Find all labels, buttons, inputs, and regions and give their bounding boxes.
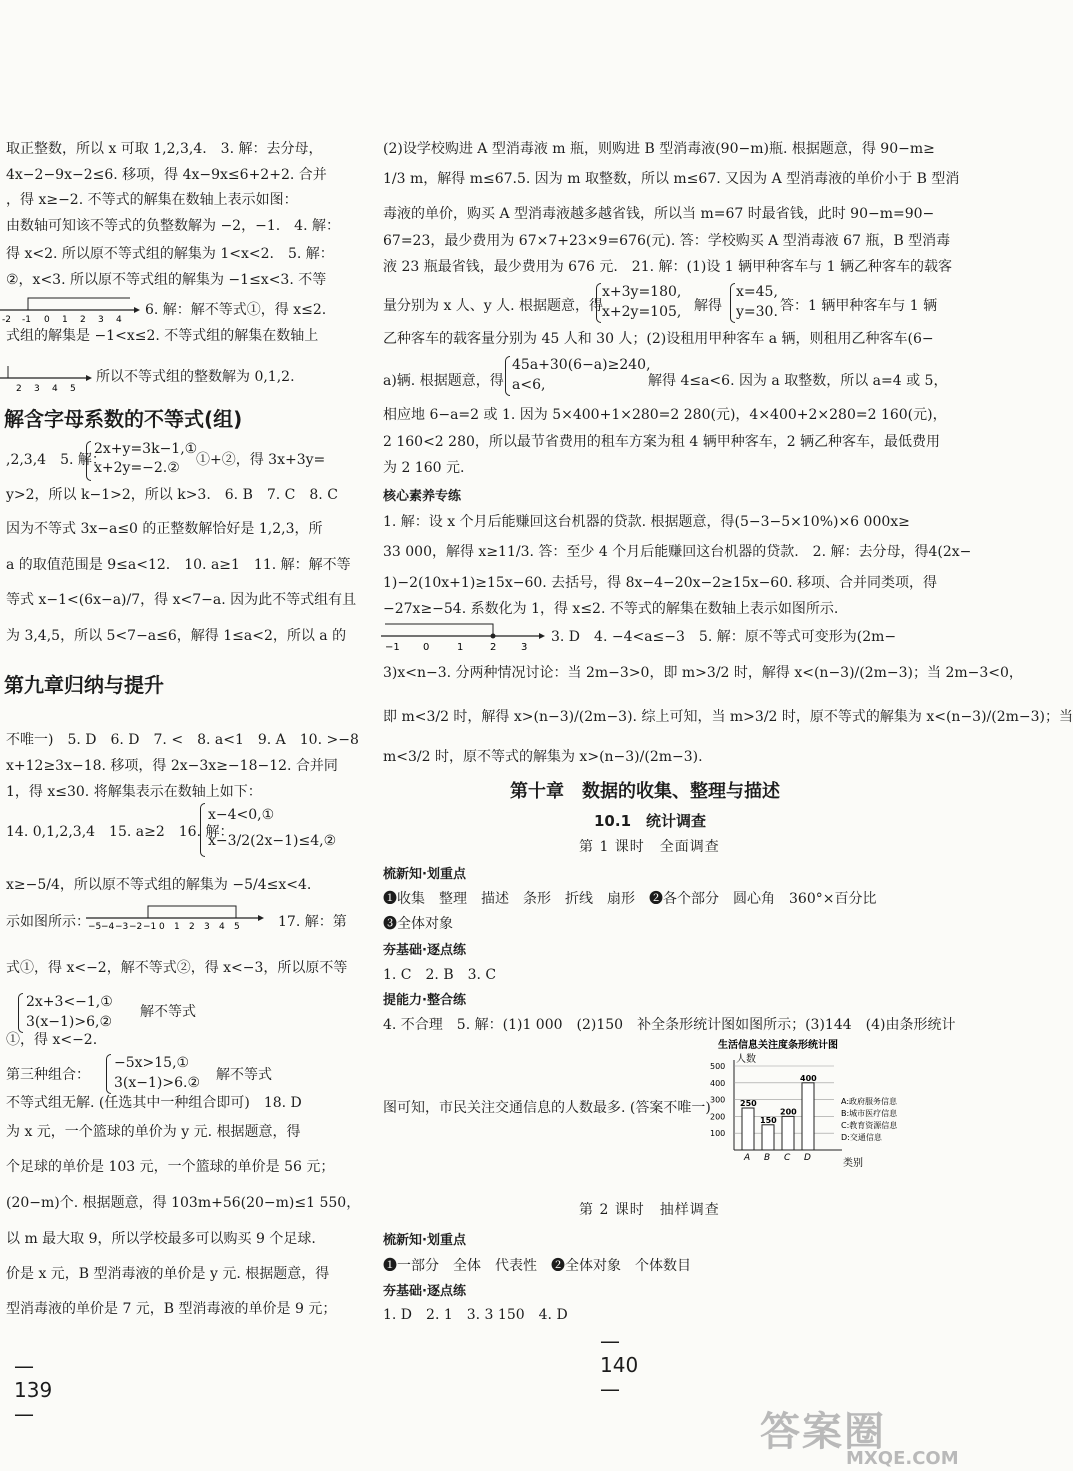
text-line: 个足球的单价是 103 元，一个篮球的单价是 56 元； [6, 1159, 335, 1175]
tick-label: 0 [44, 315, 50, 325]
text-line: 为 x 元，一个篮球的单价为 y 元. 根据题意，得 [6, 1124, 301, 1140]
chart-title: 生活信息关注度条形统计图 [718, 1040, 838, 1051]
text-line: 3. D 4. −4<a≤−3 5. 解：原不等式可变形为(2m− [551, 629, 897, 645]
bar [802, 1083, 814, 1150]
text-line: 图可知，市民关注交通信息的人数最多. (答案不唯一) [383, 1100, 711, 1116]
equation-system: x−4<0,① x−3/2(2x−1)≤4,② [208, 807, 337, 849]
text-line: ❶收集 整理 描述 条形 折线 扇形 ❷各个部分 圆心角 360°×百分比 [383, 891, 877, 907]
legend-entry: C:教育资源信息 [841, 1121, 898, 1130]
tick-label: 2 [16, 384, 22, 394]
x-tick-label: C [784, 1153, 791, 1163]
tick-label: −1 [143, 922, 157, 932]
equation-system: 45a+30(6−a)≥240, a<6, [512, 357, 651, 393]
tick-label: 0 [423, 642, 430, 653]
text-line: 2 160<2 280，所以最节省费用的租车方案为租 4 辆甲种客车，2 辆乙种客车，最低费用 [383, 434, 941, 450]
text-line: 价是 x 元，B 型消毒液的单价是 y 元. 根据题意，得 [6, 1266, 330, 1282]
equation-system: x=45, y=30. [736, 284, 778, 320]
subsection-heading: 夯基础·逐点练 [383, 1284, 466, 1299]
text-line: ，得 x≥−2. 不等式的解集在数轴上表示如图： [6, 192, 298, 208]
text-line: m<3/2 时，原不等式的解集为 x>(n−3)/(2m−3). [383, 749, 703, 765]
tick-label: -1 [22, 315, 31, 325]
text-line: 14. 0,1,2,3,4 15. a≥2 16. 解： [6, 824, 234, 840]
tick-label: −1 [385, 642, 400, 653]
bar [762, 1125, 774, 1150]
lesson-title: 第 2 课时 抽样调查 [579, 1202, 720, 1218]
bar [782, 1116, 794, 1150]
text-line: 等式 x−1<(6x−a)/7，得 x<7−a. 因为此不等式组有且 [6, 592, 357, 608]
x-tick-label: B [764, 1153, 771, 1163]
section-heading: 第九章归纳与提升 [4, 673, 164, 697]
text-line: 答：1 辆甲种客车与 1 辆 [780, 298, 938, 314]
bar-value-label: 250 [740, 1099, 757, 1108]
tick-label: 2 [490, 642, 497, 653]
text-line: 第三种组合： [6, 1067, 90, 1083]
x-axis-label: 类别 [843, 1158, 863, 1169]
page-number: — 139 — [14, 1354, 53, 1426]
tick-label: 5 [234, 922, 240, 932]
tick-label: −2 [129, 922, 143, 932]
watermark-logo: 答案圈 [760, 1409, 886, 1455]
text-line: 3)x<n−3. 分两种情况讨论：当 2m−3>0，即 m>3/2 时，解得 x<(n−3)/(2m−3)；当 2m−3<0， [383, 665, 1023, 681]
text-line: 示如图所示： [6, 914, 90, 930]
tick-label: 3 [98, 315, 104, 325]
text-line: 为 2 160 元. [383, 460, 465, 476]
text-line: ①+②，得 3x+3y= [196, 452, 326, 468]
text-line: 解不等式 [140, 1004, 196, 1020]
tick-label: 1 [62, 315, 68, 325]
brace [106, 1054, 111, 1094]
section-title: 10.1 统计调查 [594, 812, 707, 830]
y-tick-label: 100 [710, 1129, 726, 1139]
text-line: ①，得 x<−2. [6, 1032, 98, 1048]
text-line: x≥−5/4，所以原不等式组的解集为 −5/4≤x<4. [6, 877, 312, 893]
tick-label: −3 [115, 922, 129, 932]
text-line: x+12≥3x−18. 移项，得 2x−3x≥−18−12. 合并同 [6, 758, 338, 774]
text-line: 液 23 瓶最省钱，最少费用为 676 元. 21. 解：(1)设 1 辆甲种客车与 1 辆乙种客车的载客 [383, 259, 952, 275]
tick-label: 5 [70, 384, 76, 394]
text-line: 型消毒液的单价是 7 元，B 型消毒液的单价是 9 元； [6, 1301, 337, 1317]
tick-label: 2 [80, 315, 86, 325]
y-tick-label: 500 [710, 1062, 726, 1071]
y-axis-label: 人数 [736, 1054, 756, 1065]
watermark-url: MXQE.COM [846, 1448, 959, 1469]
tick-label: 4 [116, 315, 122, 325]
text-line: 解得 4≤a<6. 因为 a 取整数，所以 a=4 或 5， [648, 373, 948, 389]
text-line: 所以不等式组的整数解为 0,1,2. [96, 369, 295, 385]
bar-value-label: 400 [800, 1073, 817, 1083]
text-line: 1)−2(10x+1)≥15x−60. 去括号，得 8x−4−20x−2≥15x−60. 移项、合并同类项，得 [383, 575, 938, 591]
text-line: 相应地 6−a=2 或 1. 因为 5×400+1×280=2 280(元)，4×400+2×280=2 160(元)， [383, 407, 947, 423]
number-line-4 [381, 616, 547, 652]
text-line: (2)设学校购进 A 型消毒液 m 瓶，则购进 B 型消毒液(90−m)瓶. 根据题意，得 90−m≥ [383, 141, 935, 157]
tick-label: 4 [52, 384, 58, 394]
number-line-2 [0, 360, 92, 392]
text-line: 以 m 最大取 9，所以学校最多可以购买 9 个足球. [6, 1231, 316, 1247]
text-line: 因为不等式 3x−a≤0 的正整数解恰好是 1,2,3，所 [6, 521, 323, 537]
text-line: (20−m)个. 根据题意，得 103m+56(20−m)≤1 550， [6, 1195, 361, 1211]
text-line: 1/3 m，解得 m≤67.5. 因为 m 取整数，所以 m≤67. 又因为 A 型消毒液的单价小于 B 型消 [383, 171, 960, 187]
tick-label: -2 [2, 315, 11, 325]
text-line: ②，x<3. 所以原不等式组的解集为 −1≤x<3. 不等 [6, 272, 327, 288]
text-line: 4. 不合理 5. 解：(1)1 000 (2)150 补全条形统计图如图所示；(3)144 (4)由条形统计 [383, 1017, 956, 1033]
y-tick-label: 400 [710, 1078, 726, 1088]
equation-system: 2x+y=3k−1,① x+2y=−2.② [94, 441, 198, 476]
tick-label: −4 [101, 922, 115, 932]
text-line: y>2，所以 k−1>2，所以 k>3. 6. B 7. C 8. C [6, 487, 338, 503]
brace [18, 993, 23, 1033]
y-tick-label: 200 [710, 1112, 726, 1122]
brace [200, 803, 205, 857]
text-line: 不等式组无解. (任选其中一种组合即可) 18. D [6, 1095, 302, 1111]
text-line: 17. 解：第 [278, 914, 347, 930]
lesson-title: 第 1 课时 全面调查 [579, 839, 720, 855]
text-line: 取正整数，所以 x 可取 1,2,3,4. 3. 解：去分母， [6, 141, 323, 157]
text-line: 1. C 2. B 3. C [383, 967, 497, 983]
tick-label: 3 [521, 642, 528, 653]
x-tick-label: D [804, 1153, 811, 1163]
tick-label: 1 [457, 642, 464, 653]
bar-value-label: 150 [760, 1115, 777, 1125]
subsection-heading: 夯基础·逐点练 [383, 943, 466, 958]
subsection-heading: 提能力·整合练 [383, 993, 466, 1008]
text-line: 得 x<2. 所以原不等式组的解集为 1<x<2. 5. 解： [6, 246, 334, 262]
tick-label: 0 [159, 922, 165, 932]
bar-value-label: 200 [780, 1107, 797, 1117]
text-line: 由数轴可知该不等式的负整数解为 −2，−1. 4. 解： [6, 218, 340, 234]
text-line: ❸全体对象 [383, 916, 453, 932]
brace [730, 283, 735, 323]
number-line-1 [0, 292, 140, 325]
text-line: 毒液的单价，购买 A 型消毒液越多越省钱，所以当 m=67 时最省钱，此时 90−m=90− [383, 206, 935, 222]
bar-chart [698, 1036, 938, 1168]
chapter-title: 第十章 数据的收集、整理与描述 [510, 781, 780, 802]
legend-entry: B:城市医疗信息 [841, 1109, 898, 1118]
tick-label: −5 [88, 922, 102, 932]
text-line: 为 3,4,5，所以 5<7−a≤6，解得 1≤a<2，所以 a 的 [6, 628, 347, 644]
section-heading: 解含字母系数的不等式(组) [4, 407, 243, 431]
tick-label: 3 [34, 384, 40, 394]
equation-system: x+3y=180, x+2y=105, [602, 284, 682, 320]
text-line: 式①，得 x<−2，解不等式②，得 x<−3，所以原不等 [6, 960, 348, 976]
legend-entry: D:交通信息 [841, 1133, 882, 1142]
text-line: a 的取值范围是 9≤a<12. 10. a≥1 11. 解：解不等 [6, 557, 351, 573]
brace [505, 356, 510, 396]
text-line: a)辆. 根据题意，得 [383, 373, 504, 389]
equation-system: −5x>15,① 3(x−1)>6.② [114, 1055, 201, 1091]
page-number: — 140 — [600, 1329, 639, 1401]
bar [742, 1108, 754, 1150]
tick-label: 3 [204, 922, 210, 932]
subsection-heading: 核心素养专练 [383, 489, 462, 504]
text-line: 1，得 x≤30. 将解集表示在数轴上如下： [6, 784, 262, 800]
text-line: ❶一部分 全体 代表性 ❷全体对象 个体数目 [383, 1258, 691, 1274]
equation-system: 2x+3<−1,① 3(x−1)>6,② [26, 994, 113, 1030]
brace [86, 441, 91, 481]
subsection-heading: 梳新知·划重点 [383, 1233, 466, 1248]
text-line: ,2,3,4 5. 解： [6, 452, 106, 468]
legend-entry: A:政府服务信息 [841, 1097, 898, 1106]
tick-label: 2 [189, 922, 195, 932]
text-line: 乙种客车的载客量分别为 45 人和 30 人；(2)设租用甲种客车 a 辆，则租用乙种客车(6− [383, 331, 934, 347]
text-line: 式组的解集是 −1<x≤2. 不等式组的解集在数轴上 [6, 328, 319, 344]
text-line: 1. D 2. 1 3. 3 150 4. D [383, 1307, 568, 1323]
text-line: 解得 [694, 298, 722, 314]
text-line: 6. 解：解不等式①，得 x≤2. [145, 302, 327, 318]
text-line: 量分别为 x 人、y 人. 根据题意，得 [383, 298, 604, 314]
x-tick-label: A [744, 1153, 751, 1163]
text-line: 即 m<3/2 时，解得 x>(n−3)/(2m−3). 综上可知，当 m>3/2 时，原不等式的解集为 x<(n−3)/(2m−3)；当 [383, 709, 1073, 725]
text-line: −27x≥−54. 系数化为 1，得 x≤2. 不等式的解集在数轴上表示如图所示. [383, 601, 839, 617]
tick-label: 4 [219, 922, 225, 932]
brace [596, 283, 601, 323]
text-line: 4x−2−9x−2≤6. 移项，得 4x−9x≤6+2+2. 合并 [6, 167, 327, 183]
text-line: 不唯一) 5. D 6. D 7. < 8. a<1 9. A 10. >−8 [6, 732, 359, 748]
text-line: 33 000，解得 x≥11/3. 答：至少 4 个月后能赚回这台机器的贷款. 2. 解：去分母，得4(2x− [383, 544, 972, 560]
tick-label: 1 [174, 922, 180, 932]
y-tick-label: 300 [710, 1095, 726, 1105]
subsection-heading: 梳新知·划重点 [383, 867, 466, 882]
text-line: 1. 解：设 x 个月后能赚回这台机器的贷款. 根据题意，得(5−3−5×10%)×6 000x≥ [383, 514, 910, 530]
text-line: 解不等式 [216, 1067, 272, 1083]
number-line-3 [86, 898, 266, 932]
text-line: 67=23，最少费用为 67×7+23×9=676(元). 答：学校购买 A 型消毒液 67 瓶，B 型消毒 [383, 233, 951, 249]
